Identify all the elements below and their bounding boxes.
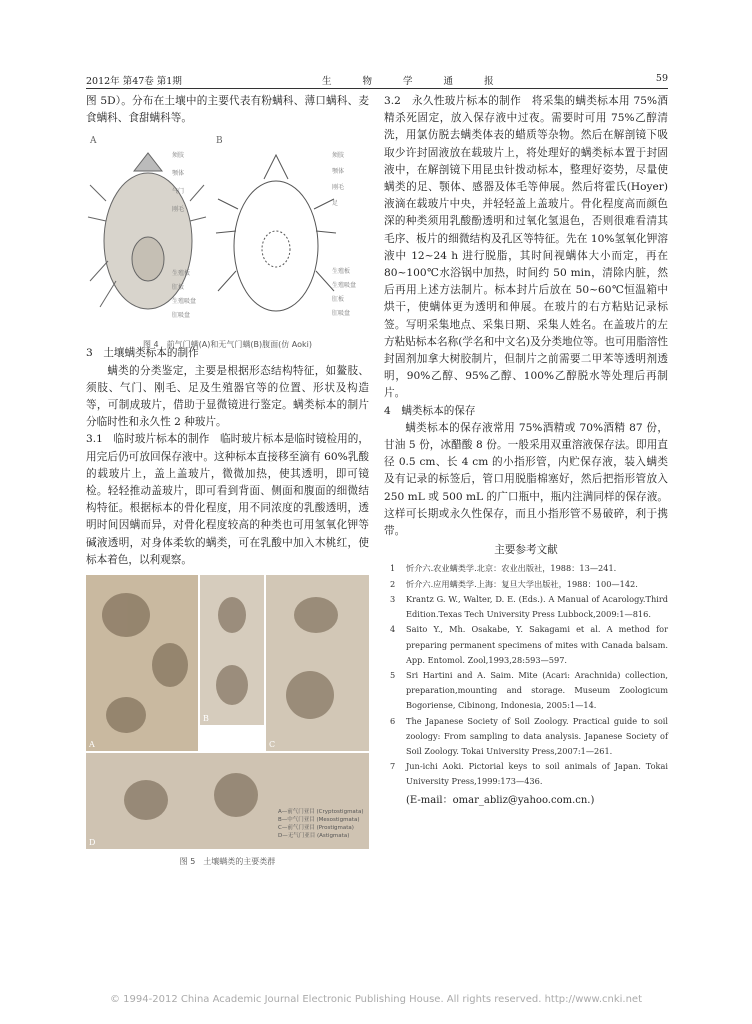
photo-label-c: C: [269, 740, 276, 750]
photo-label-a: A: [89, 740, 95, 750]
svg-text:生殖板: 生殖板: [332, 268, 351, 276]
header-rule: [86, 88, 668, 89]
page-number: 59: [655, 73, 668, 84]
photo-labels: [86, 575, 369, 849]
svg-text:须肢: 须肢: [172, 152, 185, 160]
photo-label-d: D: [89, 838, 96, 848]
svg-text:生殖吸盘: 生殖吸盘: [332, 282, 357, 290]
right-column: [384, 93, 668, 809]
svg-text:生殖板: 生殖板: [172, 270, 191, 278]
reference-item: 2 忻介六.应用螨类学.上海：复旦大学出版社，1988：100—142.: [390, 578, 638, 589]
svg-text:刚毛: 刚毛: [172, 206, 185, 214]
figure-4-caption: 图 4 前气门螨(A)和无气门螨(B)腹面(仿 Aoki): [143, 339, 312, 349]
reference-item: 1 忻介六.农业螨类学.北京：农业出版社，1988：13—241.: [390, 563, 617, 574]
svg-text:生殖吸盘: 生殖吸盘: [172, 298, 197, 306]
label-a: A: [90, 136, 97, 147]
svg-text:刚毛: 刚毛: [332, 184, 345, 192]
svg-text:C—前气门亚目 (Prostigmata): C—前气门亚目 (Prostigmata): [278, 825, 354, 832]
svg-text:肛板: 肛板: [332, 296, 345, 304]
reference-item: 4 Saito Y., Mh. Osakabe, Y. Sakagami et al. A method for preparing permanent specimens of mites with Canada balsam. App. Entomol. Zool,1993,28:593—597.: [390, 624, 668, 665]
reference-item: 3 Krantz G. W., Walter, D. E. (Eds.). A Manual of Acarology.Third Edition.Texas Tech University Press Lubbock,2009:1—816.: [390, 593, 668, 620]
reference-item: 7 Jun-ichi Aoki. Pictorial keys to soil animals of Japan. Tokai University Press,1999:173—436.: [390, 761, 668, 787]
reference-item: 5 Sri Hartini and A. Saim. Mite (Acari: Arachnida) collection, preparation,mounting and storage. Museum Zoologicum Bogoriense, Cibinong, Indonesia, 2005:1—14.: [390, 669, 668, 711]
paragraph: 螨类的分类鉴定，主要是根据形态结构特征，如鳌肢、须肢、气门、刚毛、足及生殖器官等的位置、形状及构造等，可制成玻片，借助于显微镜进行鉴定。螨类标本的制片分临时性和永久性 2 种玻片。: [86, 364, 369, 429]
svg-text:肛吸盘: 肛吸盘: [332, 310, 351, 318]
svg-text:D—无气门亚目 (Astigmata): D—无气门亚目 (Astigmata): [278, 833, 350, 840]
author-email: (E-mail：omar_abliz@yahoo.com.cn.): [406, 794, 595, 806]
svg-text:肛板: 肛板: [172, 284, 185, 292]
paragraph: 螨类标本的保存液常用 75%酒精或 70%酒精 87 份，甘油 5 份，冰醋酸 8 份。一般采用双重溶液保存法。即用直径 0.5 cm、长 4 cm 的小指形管，内贮保存液，装入螨类及有记录的标签后，管口用脱脂棉塞好，然后把指形管放入 250 mL 或 500 mL 的广口瓶中，瓶内注满同样的保存液。这样可长期或永久性保存，而且小指形管不易破碎，利于携带。: [384, 421, 668, 538]
mite-a-outline: [88, 153, 206, 309]
section-heading-4: 4 螨类标本的保存: [384, 404, 476, 417]
paragraph: 3.2 永久性玻片标本的制作 将采集的螨类标本用 75%酒精杀死固定，放入保存液中过夜。需要时可用 75%乙醇清洗，用氯仿脱去螨类体表的蜡质等杂物。然后在解剖镜下吸取少许封固液放在载玻片上，将处理好的螨类标本置于封固液中，在解剖镜下用昆虫针拨动标本，整理好姿势，尽量使螨类的足、颚体、感器及体毛等伸展。然后将霍氏(Hoyer)液滴在载玻片中央，并轻轻盖上盖玻片。骨化程度高而颜色深的种类须用乳酸酚透明和过氧化氢退色，否则很难看清其毛序、板片的细微结构及孔区等特征。先在 10%氢氧化钾溶液中 12~24 h 进行脱脂，其时间视螨体大小而定，再在 80~100℃水浴锅中加热，时间约 50 min，清除内脏，然后再用上述方法制片。标本封片后放在 50~60℃恒温箱中烘干，使螨体更为透明和伸展。在玻片的右方粘贴记录标签。写明采集地点、采集日期、采集人姓名。在盖玻片的左方粘贴标本名称(学名和中文名)及分类地位等。也可用脂溶性封固剂加拿大树胶制片，但制片之前需要二甲苯等透明剂透明，90%乙醇、95%乙醇、100%乙醇脱水等处理后再制片。: [384, 95, 668, 400]
left-column: [86, 93, 369, 867]
svg-text:B—中气门亚目 (Mesostigmata): B—中气门亚目 (Mesostigmata): [278, 817, 360, 824]
svg-text:足: 足: [332, 200, 339, 208]
references-list: [384, 561, 668, 789]
references-title: 主要参考文献: [494, 544, 558, 557]
running-header: [86, 73, 668, 87]
svg-text:颚体: 颚体: [332, 168, 345, 176]
header-journal-title: 生 物 学 通 报: [322, 76, 508, 87]
svg-text:A—前气门亚目 (Cryptostigmata): A—前气门亚目 (Cryptostigmata): [278, 809, 364, 816]
figure-5-caption: 图 5 土壤螨类的主要类群: [179, 857, 276, 867]
svg-text:气门: 气门: [172, 188, 185, 196]
svg-text:须肢: 须肢: [332, 152, 345, 160]
svg-text:肛吸盘: 肛吸盘: [172, 312, 191, 320]
reference-item: 6 The Japanese Society of Soil Zoology. Practical guide to soil zoology: From sampling to data analysis. Japanese Society of Soil Zoology. Tokai University Press,2007:1—261.: [390, 715, 668, 756]
copyright-footer: © 1994-2012 China Academic Journal Electronic Publishing House. All rights reserved. http://www.cnki.net: [110, 994, 642, 1005]
section-heading-3: 3 土壤螨类标本的制作: [86, 347, 199, 360]
label-b: B: [216, 136, 223, 147]
figure-5: [86, 575, 369, 867]
svg-text:颚体: 颚体: [172, 170, 185, 178]
figure-4: [86, 131, 369, 349]
paragraph: 图 5D）。分布在土壤中的主要代表有粉螨科、薄口螨科、麦食螨科、食甜螨科等。: [86, 95, 369, 125]
paragraph: 3.1 临时玻片标本的制作 临时玻片标本是临时镜检用的，用完后仍可放回保存液中。这种标本直接移至滴有 60%乳酸的载玻片上，盖上盖玻片，微微加热，使其透明，即可镜检。轻轻推动盖玻片，即可看到背面、侧面和腹面的细微结构特征。根据标本的骨化程度，用不同浓度的乳酸透明，透明时间因螨而异，对骨化程度较高的种类也可用氢氧化钾等碱液透明，对身体柔软的螨类，可在乳酸中加入木桃红，使标本着色，以利观察。: [86, 433, 369, 566]
photo-label-b: B: [203, 714, 209, 724]
figure-4-drawing: [86, 131, 369, 329]
header-issue: 2012年 第47卷 第1期: [86, 76, 182, 87]
